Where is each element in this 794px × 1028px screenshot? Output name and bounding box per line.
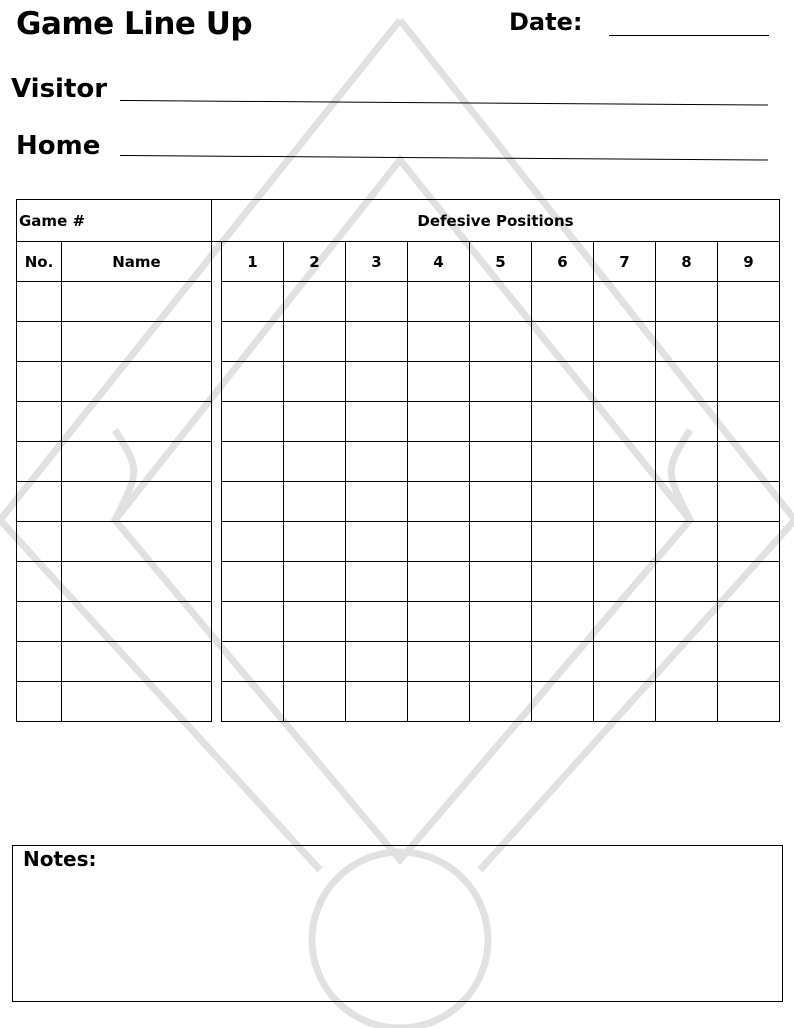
position-cell[interactable] — [656, 442, 718, 482]
position-cell[interactable] — [408, 682, 470, 722]
position-cell[interactable] — [284, 682, 346, 722]
position-cell[interactable] — [346, 322, 408, 362]
position-cell[interactable] — [284, 482, 346, 522]
position-cell[interactable] — [284, 322, 346, 362]
column-separator — [212, 602, 222, 642]
position-header: 4 — [408, 242, 470, 282]
date-label: Date: — [509, 8, 583, 36]
table-row — [17, 282, 780, 322]
table-row — [17, 682, 780, 722]
table-row — [17, 482, 780, 522]
position-cell[interactable] — [718, 282, 780, 322]
position-cell[interactable] — [656, 602, 718, 642]
player-number-cell[interactable] — [17, 682, 62, 722]
player-number-cell[interactable] — [17, 402, 62, 442]
position-cell[interactable] — [222, 602, 284, 642]
position-cell[interactable] — [222, 362, 284, 402]
position-cell[interactable] — [718, 682, 780, 722]
position-cell[interactable] — [718, 322, 780, 362]
position-cell[interactable] — [470, 442, 532, 482]
player-number-cell[interactable] — [17, 522, 62, 562]
position-cell[interactable] — [594, 482, 656, 522]
position-cell[interactable] — [346, 602, 408, 642]
position-cell[interactable] — [532, 362, 594, 402]
position-cell[interactable] — [470, 602, 532, 642]
position-cell[interactable] — [656, 362, 718, 402]
position-header: 6 — [532, 242, 594, 282]
position-cell[interactable] — [656, 322, 718, 362]
position-cell[interactable] — [470, 642, 532, 682]
position-cell[interactable] — [532, 682, 594, 722]
position-header: 1 — [222, 242, 284, 282]
position-header: 5 — [470, 242, 532, 282]
position-cell[interactable] — [284, 562, 346, 602]
position-cell[interactable] — [594, 522, 656, 562]
column-separator — [212, 322, 222, 362]
player-number-cell[interactable] — [17, 642, 62, 682]
player-name-cell[interactable] — [62, 402, 212, 442]
position-cell[interactable] — [408, 362, 470, 402]
position-cell[interactable] — [718, 562, 780, 602]
position-cell[interactable] — [222, 522, 284, 562]
position-cell[interactable] — [718, 442, 780, 482]
position-cell[interactable] — [408, 522, 470, 562]
position-cell[interactable] — [222, 442, 284, 482]
position-cell[interactable] — [718, 602, 780, 642]
player-name-cell[interactable] — [62, 682, 212, 722]
position-header: 7 — [594, 242, 656, 282]
position-cell[interactable] — [470, 562, 532, 602]
player-name-cell[interactable] — [62, 322, 212, 362]
position-cell[interactable] — [718, 642, 780, 682]
table-row — [17, 362, 780, 402]
position-cell[interactable] — [470, 282, 532, 322]
player-number-cell[interactable] — [17, 562, 62, 602]
position-cell[interactable] — [532, 442, 594, 482]
position-cell[interactable] — [346, 442, 408, 482]
position-cell[interactable] — [346, 642, 408, 682]
position-cell[interactable] — [594, 362, 656, 402]
table-row — [17, 402, 780, 442]
position-cell[interactable] — [408, 642, 470, 682]
position-cell[interactable] — [222, 402, 284, 442]
position-cell[interactable] — [346, 522, 408, 562]
position-cell[interactable] — [346, 362, 408, 402]
home-label: Home — [16, 131, 101, 161]
position-cell[interactable] — [656, 682, 718, 722]
column-separator — [212, 442, 222, 482]
name-column-header: Name — [62, 242, 212, 282]
table-row — [17, 642, 780, 682]
position-cell[interactable] — [222, 642, 284, 682]
position-cell[interactable] — [346, 482, 408, 522]
position-cell[interactable] — [222, 322, 284, 362]
notes-label: Notes: — [23, 847, 97, 871]
position-header: 2 — [284, 242, 346, 282]
position-cell[interactable] — [594, 642, 656, 682]
position-cell[interactable] — [470, 322, 532, 362]
position-cell[interactable] — [656, 402, 718, 442]
player-number-cell[interactable] — [17, 282, 62, 322]
position-cell[interactable] — [718, 522, 780, 562]
table-row — [17, 522, 780, 562]
position-cell[interactable] — [284, 442, 346, 482]
position-cell[interactable] — [346, 282, 408, 322]
position-cell[interactable] — [594, 602, 656, 642]
position-cell[interactable] — [532, 642, 594, 682]
position-cell[interactable] — [470, 362, 532, 402]
position-cell[interactable] — [594, 322, 656, 362]
position-cell[interactable] — [718, 402, 780, 442]
position-cell[interactable] — [656, 282, 718, 322]
defensive-positions-header: Defesive Positions — [212, 200, 780, 242]
position-cell[interactable] — [470, 522, 532, 562]
page-title: Game Line Up — [16, 6, 253, 42]
player-name-cell[interactable] — [62, 602, 212, 642]
table-row — [17, 562, 780, 602]
position-cell[interactable] — [284, 402, 346, 442]
column-separator — [212, 522, 222, 562]
column-separator — [212, 562, 222, 602]
player-name-cell[interactable] — [62, 442, 212, 482]
table-header-row — [17, 242, 780, 282]
position-cell[interactable] — [470, 482, 532, 522]
position-cell[interactable] — [656, 562, 718, 602]
table-row — [17, 322, 780, 362]
position-cell[interactable] — [408, 482, 470, 522]
position-cell[interactable] — [284, 522, 346, 562]
position-cell[interactable] — [656, 522, 718, 562]
player-name-cell[interactable] — [62, 362, 212, 402]
position-header: 9 — [718, 242, 780, 282]
position-cell[interactable] — [346, 402, 408, 442]
notes-box[interactable] — [12, 845, 783, 1002]
position-cell[interactable] — [222, 562, 284, 602]
table-row — [17, 602, 780, 642]
no-column-header: No. — [17, 242, 62, 282]
position-cell[interactable] — [532, 482, 594, 522]
game-number-header: Game # — [17, 200, 212, 242]
position-cell[interactable] — [594, 282, 656, 322]
player-number-cell[interactable] — [17, 362, 62, 402]
position-cell[interactable] — [284, 642, 346, 682]
position-cell[interactable] — [222, 282, 284, 322]
position-cell[interactable] — [656, 642, 718, 682]
player-number-cell[interactable] — [17, 322, 62, 362]
position-cell[interactable] — [222, 682, 284, 722]
position-cell[interactable] — [718, 362, 780, 402]
position-cell[interactable] — [408, 322, 470, 362]
position-cell[interactable] — [656, 482, 718, 522]
position-cell[interactable] — [408, 282, 470, 322]
position-cell[interactable] — [284, 602, 346, 642]
position-cell[interactable] — [284, 282, 346, 322]
player-number-cell[interactable] — [17, 442, 62, 482]
position-cell[interactable] — [470, 682, 532, 722]
position-cell[interactable] — [532, 602, 594, 642]
position-cell[interactable] — [594, 402, 656, 442]
player-name-cell[interactable] — [62, 642, 212, 682]
position-cell[interactable] — [408, 602, 470, 642]
column-separator — [212, 482, 222, 522]
position-header: 8 — [656, 242, 718, 282]
column-separator — [212, 642, 222, 682]
position-cell[interactable] — [408, 442, 470, 482]
position-cell[interactable] — [532, 322, 594, 362]
date-field-line[interactable] — [609, 35, 769, 36]
visitor-label: Visitor — [11, 74, 108, 104]
position-cell[interactable] — [408, 562, 470, 602]
column-separator — [212, 402, 222, 442]
table-row — [17, 442, 780, 482]
position-cell[interactable] — [594, 682, 656, 722]
position-cell[interactable] — [470, 402, 532, 442]
column-separator — [212, 362, 222, 402]
player-name-cell[interactable] — [62, 522, 212, 562]
position-cell[interactable] — [346, 682, 408, 722]
position-cell[interactable] — [594, 442, 656, 482]
position-cell[interactable] — [346, 562, 408, 602]
player-name-cell[interactable] — [62, 562, 212, 602]
column-separator — [212, 682, 222, 722]
position-cell[interactable] — [718, 482, 780, 522]
position-cell[interactable] — [594, 562, 656, 602]
table-header-row-top — [17, 200, 780, 242]
player-number-cell[interactable] — [17, 482, 62, 522]
position-header: 3 — [346, 242, 408, 282]
position-cell[interactable] — [222, 482, 284, 522]
position-cell[interactable] — [408, 402, 470, 442]
player-name-cell[interactable] — [62, 282, 212, 322]
position-cell[interactable] — [532, 282, 594, 322]
position-cell[interactable] — [532, 522, 594, 562]
player-number-cell[interactable] — [17, 602, 62, 642]
column-separator — [212, 282, 222, 322]
player-name-cell[interactable] — [62, 482, 212, 522]
position-cell[interactable] — [284, 362, 346, 402]
lineup-table — [16, 199, 780, 722]
position-cell[interactable] — [532, 562, 594, 602]
position-cell[interactable] — [532, 402, 594, 442]
column-separator — [212, 242, 222, 282]
